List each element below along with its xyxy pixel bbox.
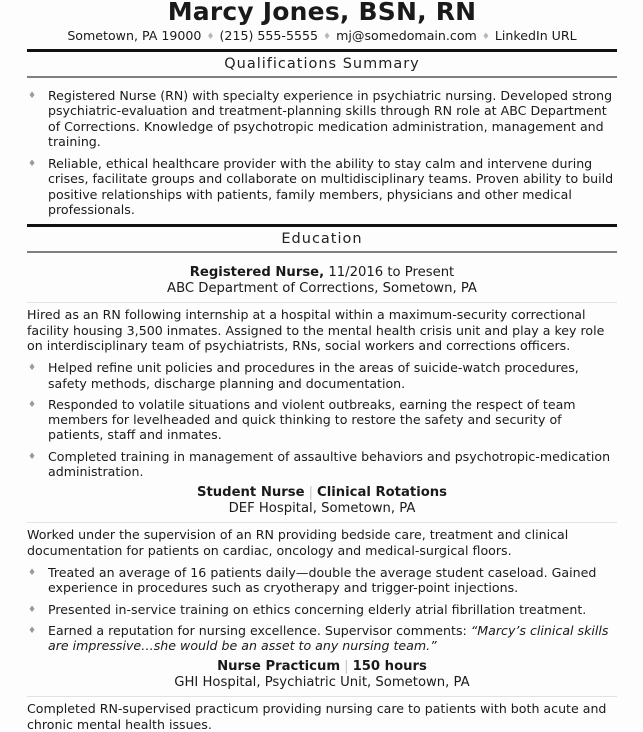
list-item: ♦ Earned a reputation for nursing excellence. Supervisor comments: “Marcy’s clinical skills are impressive…she would be an asset to any nursing team.” — [28, 622, 609, 654]
diamond-bullet-icon: ♦ — [28, 625, 37, 636]
title-separator: | — [344, 659, 349, 675]
diamond-bullet-icon: ♦ — [28, 159, 37, 170]
contact-linkedin: LinkedIn URL — [494, 28, 577, 43]
diamond-bullet-icon: ♦ — [28, 399, 37, 410]
entry-title: Registered Nurse, — [189, 265, 325, 281]
list-item: ♦ Reliable, ethical healthcare provider with the ability to stay calm and intervene during crises, facilitate groups and collaborate on multidisciplinary teams. Proven ability to build positive relationships with patients, family members, physicians and other medical professionals. — [28, 156, 614, 218]
entry-header — [27, 485, 617, 517]
section-divider — [27, 76, 617, 78]
entry-description: Completed RN-supervised practicum providing nursing care to patients with both acute and chronic mental health issues. — [27, 701, 607, 732]
entry-subtitle: Clinical Rotations — [317, 485, 448, 501]
summary-bullets — [27, 88, 617, 217]
education-entry — [27, 485, 617, 653]
entry-divider — [27, 302, 617, 303]
supervisor-quote: “Marcy’s clinical skills are impressive…she would be an asset to any nursing team.” — [48, 622, 609, 654]
entry-divider — [27, 696, 617, 697]
entry-header — [27, 265, 617, 297]
section-title: Education — [281, 231, 363, 248]
entry-bullets — [27, 360, 617, 479]
entry-dates: 11/2016 to Present — [328, 265, 455, 281]
entry-bullets — [27, 565, 617, 653]
title-separator: | — [308, 485, 314, 501]
section-divider — [27, 251, 617, 253]
list-item: ♦ Responded to volatile situations and violent outbreaks, earning the respect of team members for levelheaded and quick thinking to restore the safety and security of patients, staff and inmates. — [28, 396, 576, 443]
contact-location: Sometown, PA 19000 — [67, 28, 202, 43]
entry-divider — [27, 522, 617, 523]
education-entry — [27, 265, 617, 479]
diamond-separator-icon: ♦ — [206, 32, 215, 42]
list-item: ♦ Completed training in management of assaultive behaviors and psychotropic-medication administration. — [28, 448, 611, 480]
diamond-separator-icon: ♦ — [323, 32, 332, 42]
education-entry — [27, 659, 617, 732]
diamond-separator-icon: ♦ — [481, 32, 490, 42]
entry-title: Nurse Practicum — [217, 659, 341, 675]
list-item: ♦ Treated an average of 16 patients daily—double the average student caseload. Gained experience in procedures such as cryotherapy and trigger-point injections. — [28, 564, 597, 596]
entry-organization: GHI Hospital, Psychiatric Unit, Sometown, PA — [174, 675, 470, 691]
entry-description: Worked under the supervision of an RN providing bedside care, treatment and clinical documentation for patients on cardiac, oncology and medical-surgical floors. — [27, 527, 569, 558]
section-divider-thick — [27, 224, 617, 227]
diamond-bullet-icon: ♦ — [28, 604, 37, 615]
header-divider — [27, 49, 617, 52]
entry-description: Hired as an RN following internship at a hospital within a maximum-security correctional facility housing 3,500 inmates. Assigned to the mental health crisis unit and play a key role on interdisciplinary team of psychiatrists, RNs, social workers and corrections officers. — [27, 307, 605, 353]
entry-organization: DEF Hospital, Sometown, PA — [228, 501, 416, 517]
entry-header — [27, 659, 617, 691]
candidate-name: Marcy Jones, BSN, RN — [167, 0, 477, 26]
list-item: ♦ Helped refine unit policies and procedures in the areas of suicide-watch procedures, safety methods, discharge planning and documentation. — [28, 360, 579, 391]
list-item: ♦ Presented in-service training on ethics concerning elderly atrial fibrillation treatment. — [28, 601, 587, 617]
diamond-bullet-icon: ♦ — [28, 91, 37, 101]
list-item: ♦ Registered Nurse (RN) with specialty experience in psychiatric nursing. Developed strong psychiatric-evaluation and treatment-planning skills through RN role at ABC Department of Corrections. Knowledge of psychotropic medication administration, management and training. — [28, 88, 613, 149]
entry-subtitle: 150 hours — [352, 659, 427, 675]
education-section — [27, 230, 617, 732]
diamond-bullet-icon: ♦ — [28, 451, 37, 462]
contact-email: mj@somedomain.com — [336, 28, 477, 43]
resume-page — [27, 0, 617, 732]
qualifications-summary-section — [27, 55, 617, 217]
entry-title: Student Nurse — [196, 485, 305, 501]
section-title: Qualifications Summary — [224, 56, 420, 72]
contact-phone: (215) 555-5555 — [219, 28, 319, 43]
entry-organization: ABC Department of Corrections, Sometown, PA — [167, 281, 477, 297]
diamond-bullet-icon: ♦ — [28, 567, 37, 578]
diamond-bullet-icon: ♦ — [28, 363, 37, 374]
contact-line — [27, 28, 617, 45]
